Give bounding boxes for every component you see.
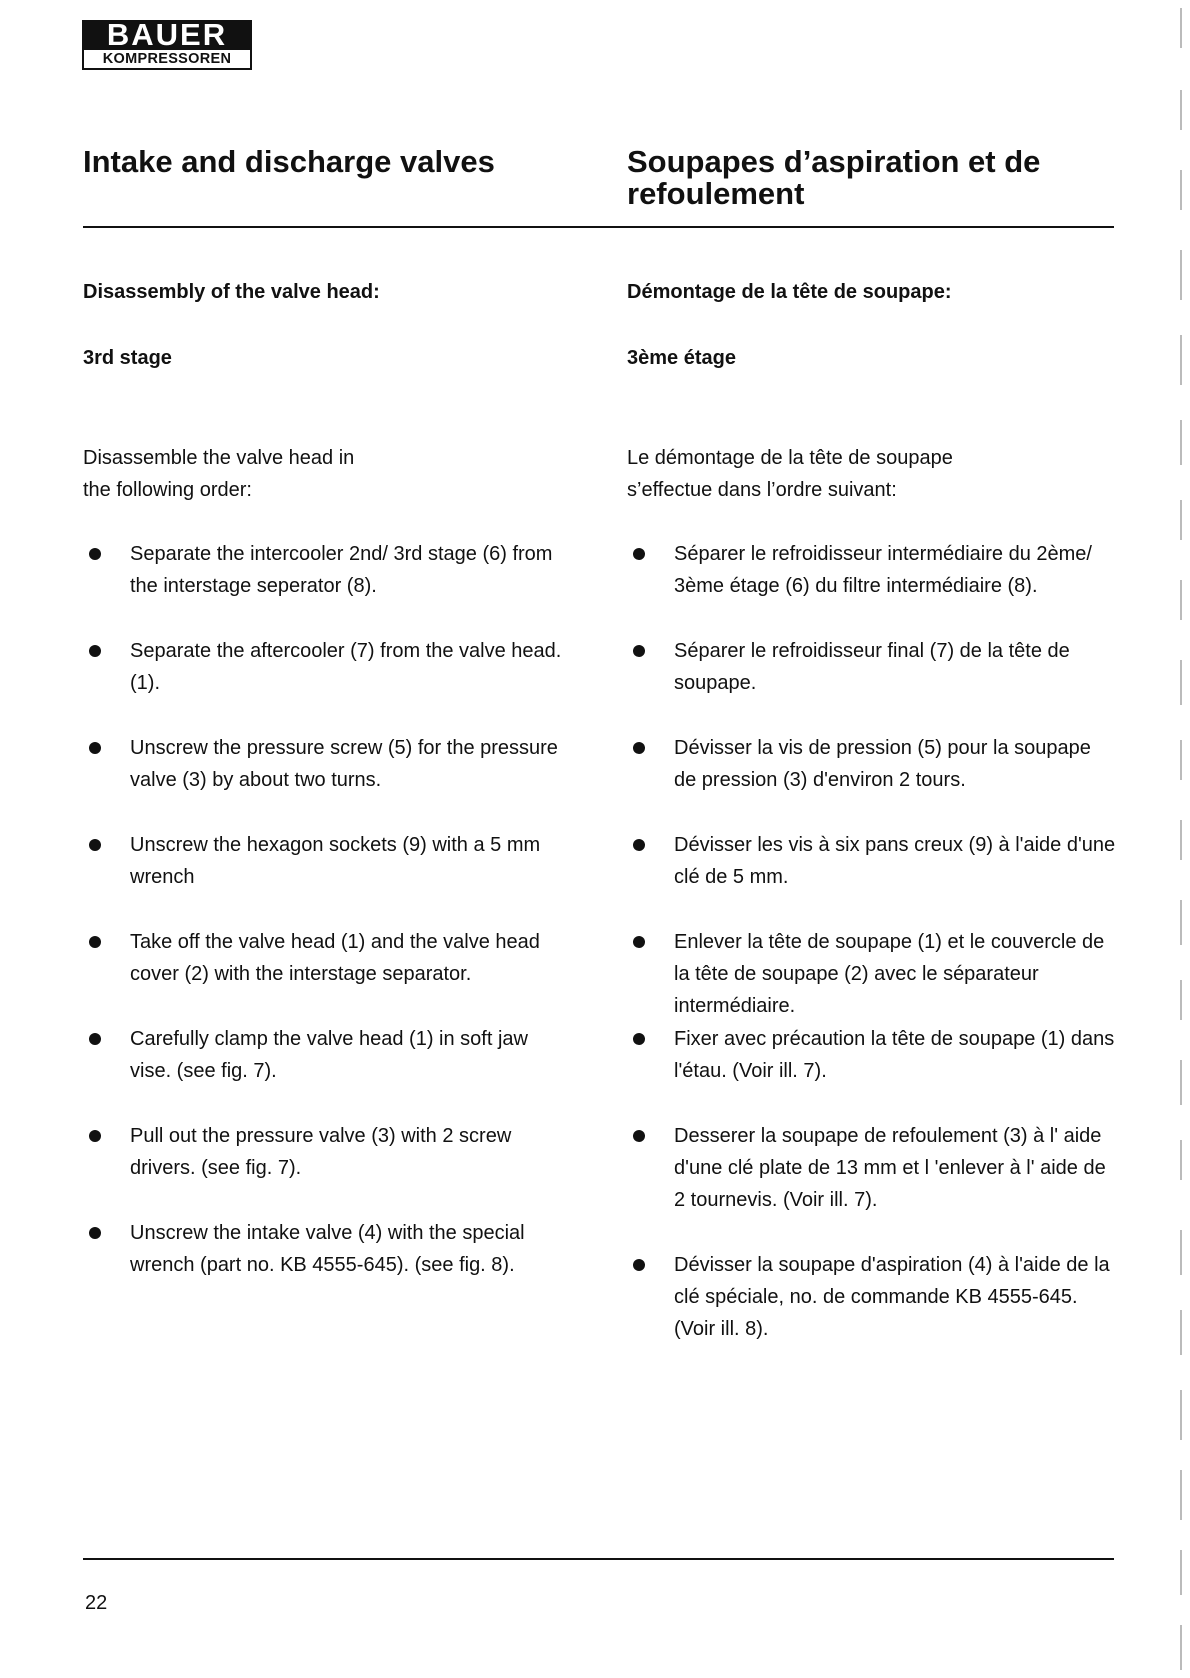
bullet-icon bbox=[633, 1130, 645, 1142]
bullet-icon bbox=[89, 936, 101, 948]
list-item: Séparer le refroidisseur intermédiaire du 2ème/ 3ème étage (6) du filtre intermédiaire (8). bbox=[627, 538, 1117, 602]
scan-edge-marks bbox=[1168, 0, 1182, 1678]
list-item: Dévisser la soupape d'aspiration (4) à l'aide de la clé spéciale, no. de commande KB 4555-645. (Voir ill. 8). bbox=[627, 1249, 1117, 1345]
bullet-icon bbox=[89, 1033, 101, 1045]
list-item: Separate the aftercooler (7) from the valve head. (1). bbox=[83, 635, 573, 699]
bullet-icon bbox=[633, 839, 645, 851]
intro-line: the following order: bbox=[83, 479, 252, 501]
bullet-icon bbox=[89, 742, 101, 754]
page-number: 22 bbox=[85, 1592, 108, 1614]
bullet-icon bbox=[633, 742, 645, 754]
intro-text-french bbox=[627, 442, 1087, 506]
page-title-french: Soupapes d’aspiration et de refoulement bbox=[627, 144, 1041, 211]
stage-heading-english: 3rd stage bbox=[83, 347, 172, 369]
intro-line: Disassemble the valve head in bbox=[83, 447, 355, 469]
bullet-icon bbox=[633, 548, 645, 560]
footer-divider bbox=[83, 1558, 1114, 1560]
bullet-icon bbox=[89, 839, 101, 851]
list-item: Unscrew the intake valve (4) with the special wrench (part no. KB 4555-645). (see fig. 8). bbox=[83, 1217, 573, 1281]
list-item: Separate the intercooler 2nd/ 3rd stage (6) from the interstage seperator (8). bbox=[83, 538, 573, 602]
header-divider bbox=[83, 226, 1114, 228]
list-item: Fixer avec précaution la tête de soupape (1) dans l'étau. (Voir ill. 7). bbox=[627, 1023, 1117, 1087]
intro-line: Le démontage de la tête de soupape bbox=[627, 447, 953, 469]
logo-subtitle: KOMPRESSOREN bbox=[82, 50, 252, 70]
intro-text-english bbox=[83, 442, 543, 506]
list-item: Desserer la soupape de refoulement (3) à l' aide d'une clé plate de 13 mm et l 'enlever à l' aide de 2 tournevis. (Voir ill. 7). bbox=[627, 1120, 1117, 1216]
list-item: Take off the valve head (1) and the valve head cover (2) with the interstage separator. bbox=[83, 926, 573, 990]
list-item: Dévisser les vis à six pans creux (9) à l'aide d'une clé de 5 mm. bbox=[627, 829, 1117, 893]
bullet-icon bbox=[633, 645, 645, 657]
list-item: Pull out the pressure valve (3) with 2 screw drivers. (see fig. 7). bbox=[83, 1120, 573, 1184]
bullet-icon bbox=[633, 936, 645, 948]
page-title-english: Intake and discharge valves bbox=[83, 144, 495, 179]
bullet-icon bbox=[633, 1033, 645, 1045]
bullet-icon bbox=[89, 1130, 101, 1142]
stage-heading-french: 3ème étage bbox=[627, 347, 736, 369]
intro-line: s’effectue dans l’ordre suivant: bbox=[627, 479, 897, 501]
list-item: Unscrew the pressure screw (5) for the pressure valve (3) by about two turns. bbox=[83, 732, 573, 796]
bullet-icon bbox=[89, 548, 101, 560]
list-item: Dévisser la vis de pression (5) pour la soupape de pression (3) d'environ 2 tours. bbox=[627, 732, 1117, 796]
bullet-icon bbox=[89, 1227, 101, 1239]
list-item: Enlever la tête de soupape (1) et le couvercle de la tête de soupape (2) avec le séparateur intermédiaire. bbox=[627, 926, 1117, 1022]
logo-brand: BAUER bbox=[82, 20, 252, 50]
bauer-logo bbox=[82, 17, 252, 70]
bullet-icon bbox=[633, 1259, 645, 1271]
list-item: Séparer le refroidisseur final (7) de la tête de soupape. bbox=[627, 635, 1117, 699]
bullet-icon bbox=[89, 645, 101, 657]
list-item: Carefully clamp the valve head (1) in soft jaw vise. (see fig. 7). bbox=[83, 1023, 573, 1087]
section-heading-english: Disassembly of the valve head: bbox=[83, 281, 380, 303]
section-heading-french: Démontage de la tête de soupape: bbox=[627, 281, 952, 303]
list-item: Unscrew the hexagon sockets (9) with a 5 mm wrench bbox=[83, 829, 573, 893]
